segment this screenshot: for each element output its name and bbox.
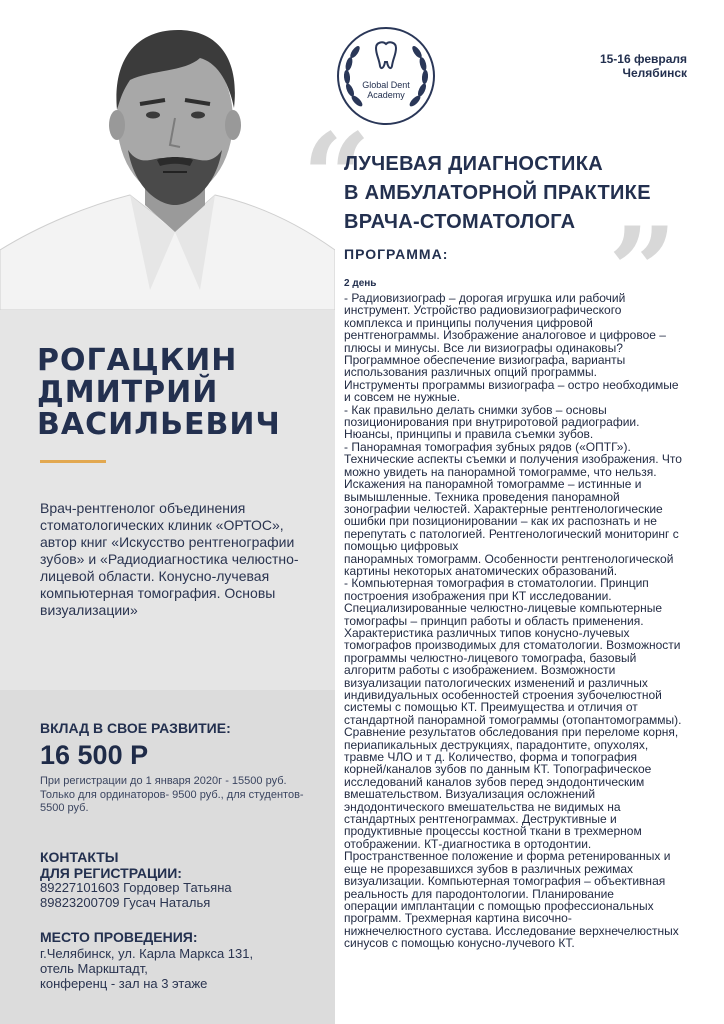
venue-line: г.Челябинск, ул. Карла Маркса 131, — [40, 946, 254, 961]
program-label: ПРОГРАММА: — [344, 246, 449, 262]
program-line: картины некоторых анатомических образований. — [344, 563, 618, 578]
program-line: - Панорамная томография зубных рядов («ОПТГ»). — [344, 439, 631, 454]
event-date — [600, 52, 687, 80]
program-line: инструмент. Устройство радиовизиографического — [344, 303, 622, 318]
tooth-icon — [376, 42, 396, 68]
program-line: томографов производимых для стоматологии. Возможности — [344, 638, 681, 653]
contact-phones — [40, 880, 232, 910]
day-label: 2 день — [344, 278, 377, 289]
event-title — [344, 150, 674, 237]
speaker-surname: РОГАЦКИН — [37, 343, 238, 378]
program-line: - Как правильно делать снимки зубов – основы — [344, 402, 607, 417]
contact-phone[interactable]: 89823200709 Гусач Наталья — [40, 895, 211, 910]
close-quote-icon: ” — [608, 201, 678, 342]
program-line: построения изображения при КТ исследовании. — [344, 588, 612, 603]
program-line: перепутать с патологией. Рентгенологический мониторинг с — [344, 526, 679, 541]
program-line: - Компьютерная томография в стоматологии. Принцип — [344, 576, 649, 591]
program-line: визуализации патологических изменений и различных — [344, 675, 648, 690]
program-line: рентгенограммы. Изображение аналоговое и цифровое – — [344, 328, 666, 343]
program-line: нижнечелюстного сустава. Исследование верхнечелюстных — [344, 923, 679, 938]
program-line: периапикальных деструкциях, парадонтите, опухолях, — [344, 737, 649, 752]
program-text — [344, 292, 689, 950]
program-line: индивидуальных особенностей строения зубочелюстной — [344, 688, 662, 702]
speaker-photo — [0, 0, 335, 310]
program-line: Пространственное положение и форма ретенированных и — [344, 849, 671, 864]
investment-title: ВКЛАД В СВОЕ РАЗВИТИЕ: — [40, 720, 231, 736]
program-line: комплекса и принципы получения цифровой — [344, 315, 593, 330]
logo-text-line: Academy — [367, 90, 405, 100]
program-line: томографы – принцип работы и область применения. — [344, 613, 644, 628]
speaker-name — [37, 345, 327, 441]
program-line: визуализации. Компьютерная томография – объективная — [344, 874, 666, 889]
program-line: Программное обеспечение визиографа, варианты — [344, 353, 626, 368]
program-line: вмешательством. Визуализация осложнений — [344, 787, 596, 802]
venue-line: конференц - зал на 3 этаже — [40, 976, 208, 991]
event-city: Челябинск — [622, 66, 687, 80]
program-line: отображении. КТ-диагностика в ортодонтии. — [344, 836, 592, 851]
event-title-line: ЛУЧЕВАЯ ДИАГНОСТИКА — [344, 153, 603, 175]
logo-text-line: Global Dent — [362, 80, 410, 90]
price-notes: При регистрации до 1 января 2020г - 15500 руб. Только для ординаторов- 9500 руб., для студентов- 5500 руб. — [40, 775, 304, 814]
contacts-title-line: КОНТАКТЫ — [40, 849, 119, 865]
program-line: программ. Трехмерная картина височно- — [344, 911, 572, 926]
program-line: и совсем не нужные. — [344, 390, 461, 405]
program-line: вымышленные. Техника проведения панорамной — [344, 489, 620, 504]
program-line: можно увидеть на панорамной томограмме, что нельзя. — [344, 464, 657, 479]
venue-line: отель Маркштадт, — [40, 961, 148, 976]
program-line: стандартной панорамной томограммы (отопантомограммы). — [344, 712, 682, 727]
speaker-portrait-image — [0, 0, 335, 310]
venue-address — [40, 946, 253, 991]
program-line: Характеристика различных типов конусно-лучевых — [344, 625, 630, 640]
venue-title: МЕСТО ПРОВЕДЕНИЯ: — [40, 929, 198, 945]
program-line: эндодонтического вмешательства не видимых на — [344, 799, 621, 814]
program-line: стандартных рентгенограммах. Деструктивные и — [344, 812, 617, 827]
program-line: системы с помощью КТ. Преимущества и отличия от — [344, 700, 638, 715]
event-title-line: В АМБУЛАТОРНОЙ ПРАКТИКЕ — [344, 182, 651, 204]
program-line: алгоритм работы с изображением. Возможности — [344, 663, 616, 678]
speaker-first-name: ДМИТРИЙ — [37, 375, 219, 410]
program-line: Нюансы, принципы и правила съемки зубов. — [344, 427, 594, 442]
event-dates: 15-16 февраля — [599, 52, 687, 66]
speaker-patronymic: ВАСИЛЬЕВИЧ — [37, 407, 281, 442]
program-line: исследований каналов зубов перед эндодонтическим — [344, 774, 645, 789]
event-title-line: ВРАЧА-СТОМАТОЛОГА — [344, 211, 576, 233]
program-line: программы челюстно-лицевого томографа, базовый — [344, 650, 637, 665]
open-quote-icon: “ — [302, 107, 372, 248]
speaker-column — [0, 0, 335, 1024]
program-line: - Радиовизиограф – дорогая игрушка или рабочий — [344, 291, 626, 305]
program-line: Искажения на панорамной томограмме – истинные и — [344, 477, 642, 492]
accent-divider — [40, 460, 106, 463]
program-line: Технические аспекты съемки и получения изображения. Что — [344, 452, 682, 467]
speaker-bio: Врач-рентгенолог объединения стоматологических клиник «ОРТОС», автор книг «Искусство рентгенографии зубов» и «Радиодиагностика челюстно-лицевой области. Конусно-лучевая компьютерная томография. Основы визуализации» — [40, 500, 299, 618]
program-line: плюсы и минусы. Все ли визиографы одинаковы? — [344, 340, 623, 355]
program-line: корней/каналов зубов по данным КТ. Топографическое — [344, 762, 652, 777]
program-line: Инструменты программы визиографа – остро необходимые — [344, 377, 679, 392]
program-line: продуктивные процессы костной ткани в трехмерном — [344, 824, 642, 839]
contacts-title — [40, 849, 182, 881]
program-line: панорамных томограмм. Особенности рентгенологической — [344, 551, 674, 566]
program-line: Сравнение результатов обследования при переломе корня, — [344, 725, 679, 740]
program-line: использования различных опций программы. — [344, 365, 597, 380]
program-line: реальность для пародонтологии. Планирование — [344, 886, 614, 901]
program-line: травме ЧЛО и т д. Количество, форма и топография — [344, 750, 638, 765]
contact-phone[interactable]: 89227101603 Гордовер Татьяна — [40, 880, 232, 895]
program-line: зонографии челюстей. Характерные рентгенологические — [344, 501, 663, 516]
program-line: еще не прорезавшихся зубов в различных режимах — [344, 861, 634, 876]
price: 16 500 Р — [40, 740, 149, 770]
program-line: Специализированные челюстно-лицевые компьютерные — [344, 601, 663, 616]
logo-text — [336, 80, 436, 100]
program-line: синусов с помощью конусно-лучевого КТ. — [344, 936, 575, 951]
program-line: помощью цифровых — [344, 539, 459, 554]
program-line: ошибки при позиционировании – как их распознать и не — [344, 514, 657, 529]
program-line: позиционирования при внутриротовой радиографии. — [344, 415, 640, 430]
contacts-title-line: ДЛЯ РЕГИСТРАЦИИ: — [40, 865, 182, 881]
program-line: операции имплантации с помощью профессиональных — [344, 898, 654, 913]
